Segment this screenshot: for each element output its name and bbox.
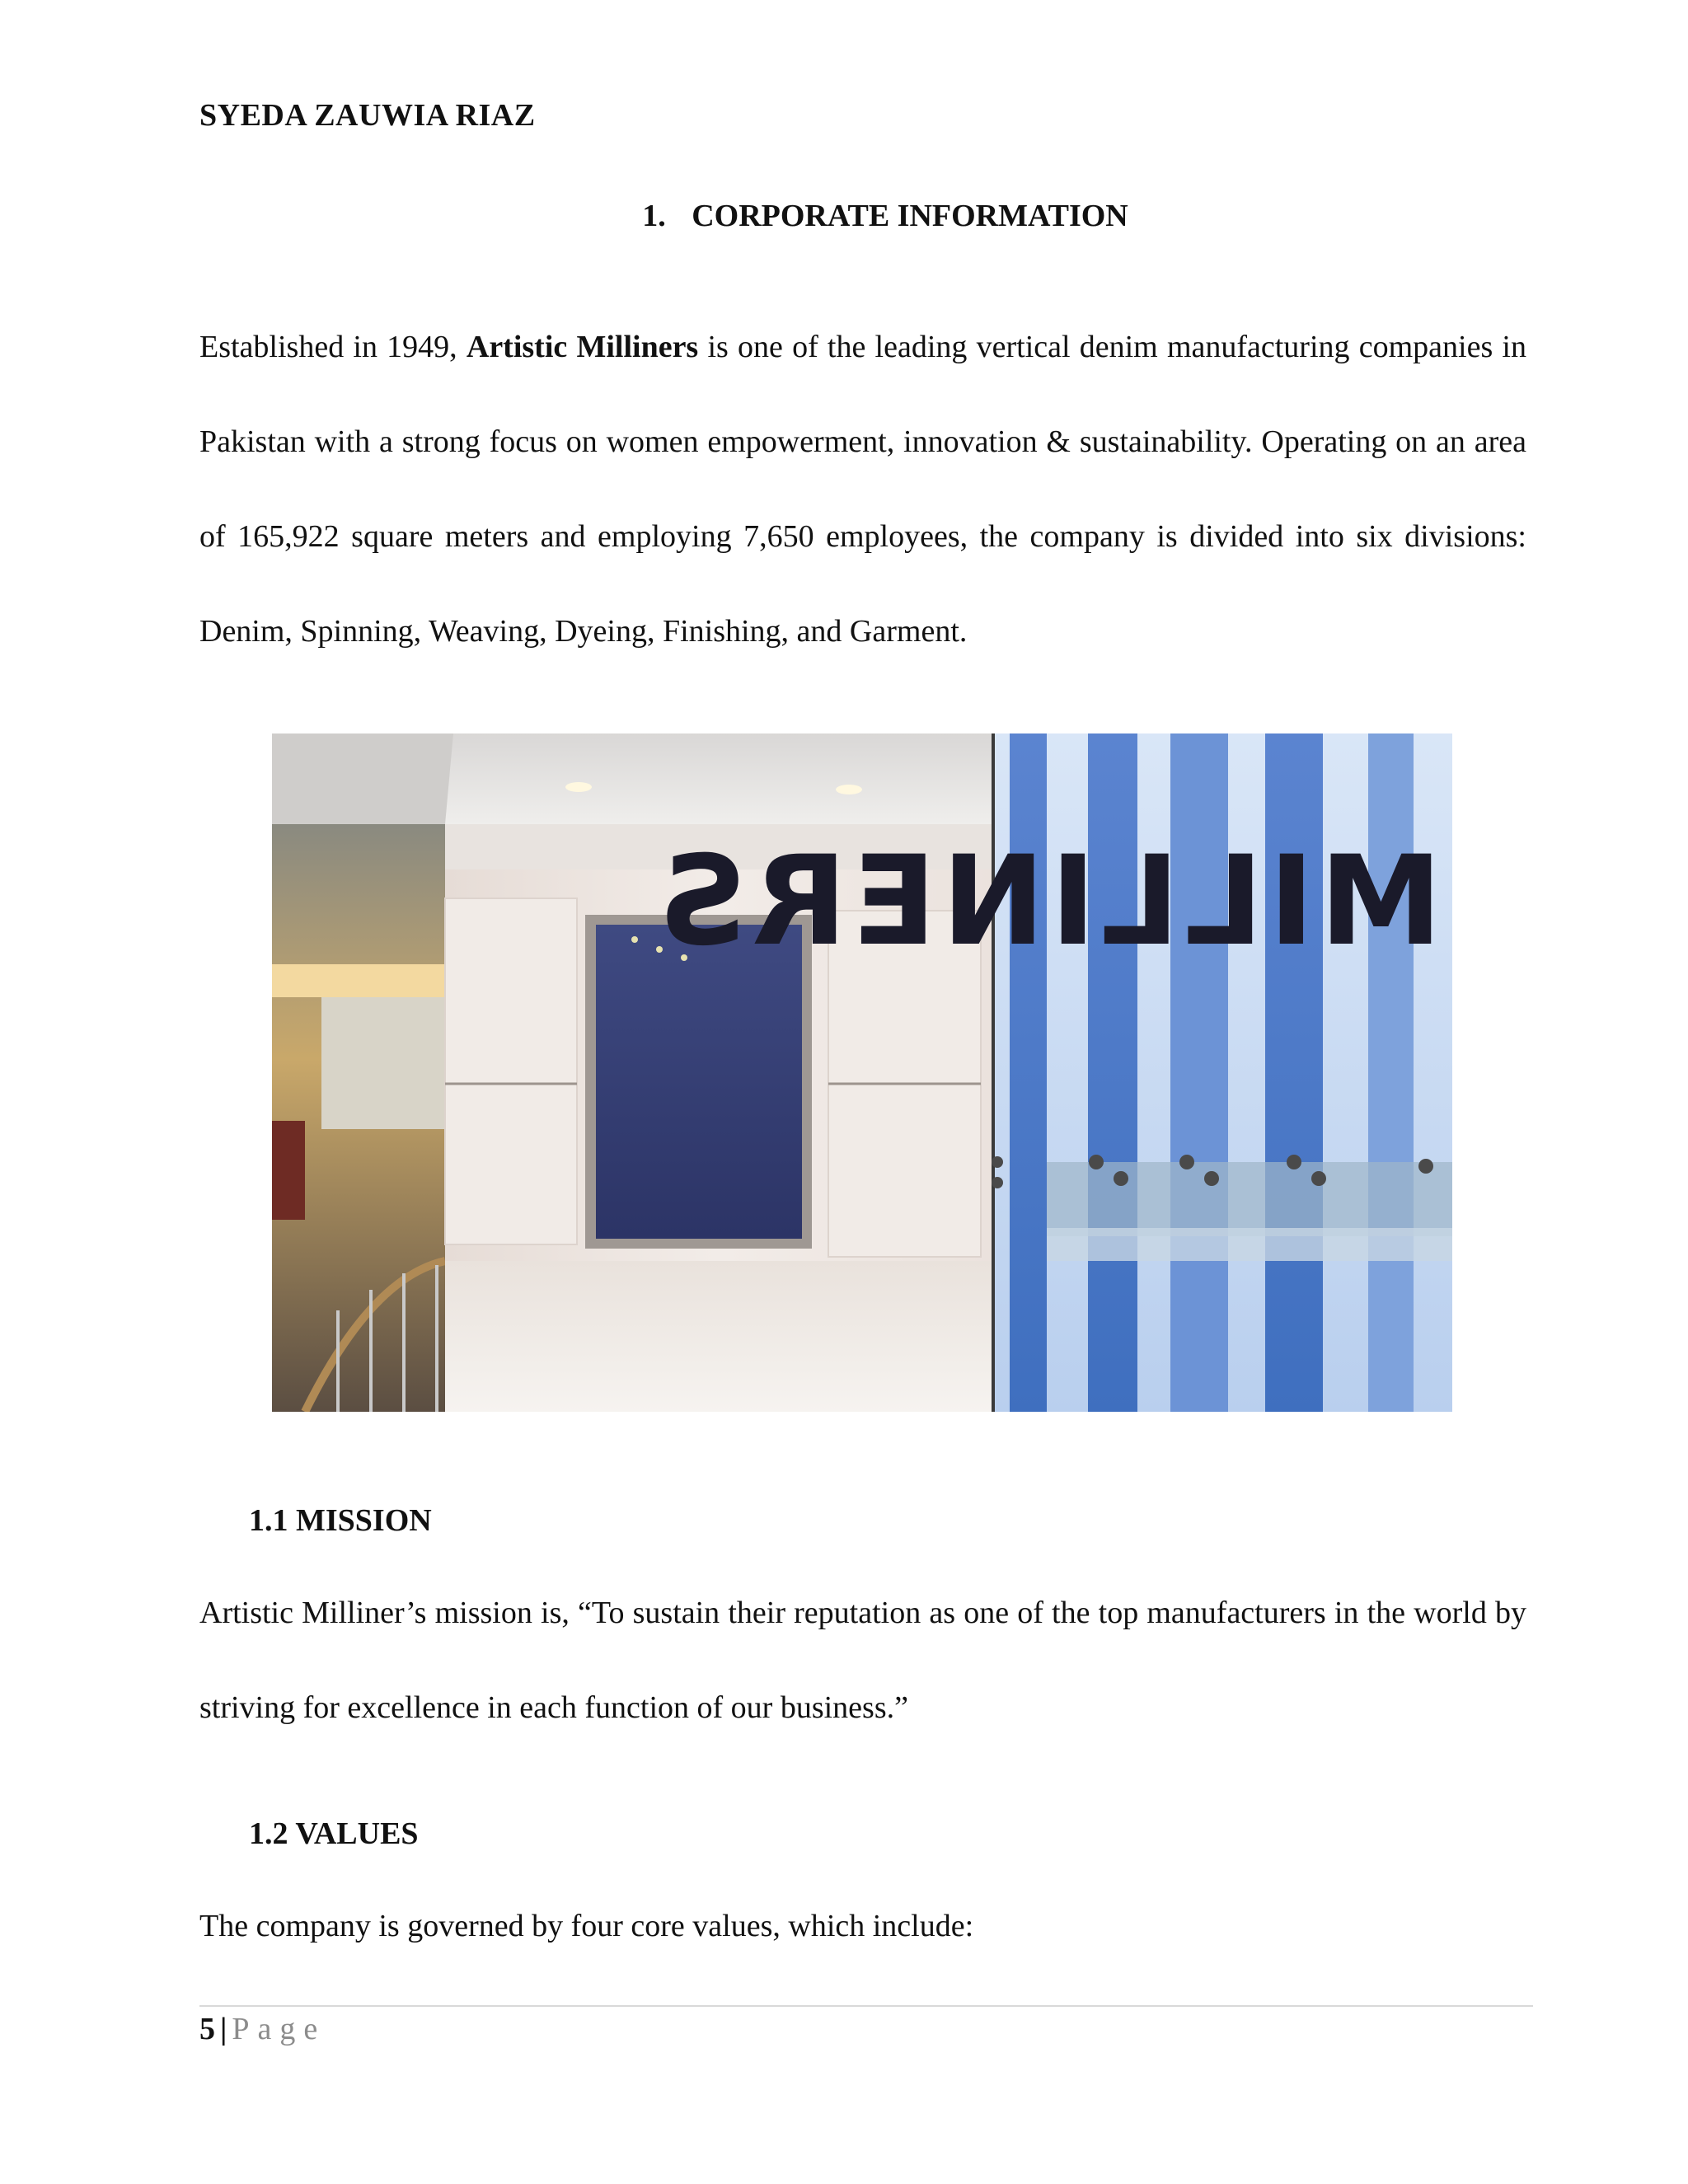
company-intro-paragraph bbox=[199, 300, 1526, 679]
values-heading: 1.2 VALUES bbox=[249, 1816, 419, 1851]
sign-text: MILLINERS bbox=[653, 830, 1442, 973]
mission-paragraph: Artistic Milliner’s mission is, “To sustain their reputation as one of the top manufacturers in the world by striving for excellence in each function of our business.” bbox=[199, 1596, 1526, 1725]
page-number: 5 bbox=[199, 2012, 215, 2046]
author-name: SYEDA ZAUWIA RIAZ bbox=[199, 98, 536, 133]
section-number: 1. bbox=[642, 199, 666, 233]
mission-heading: 1.1 MISSION bbox=[249, 1503, 432, 1538]
values-paragraph: The company is governed by four core values, which include: bbox=[199, 1909, 974, 1943]
intro-rest: is one of the leading vertical denim manufacturing companies in Pakistan with a strong focus on women empowerment, innovation & sustainability. Operating on an area of 165,922 square meters and employing 7,650 employees, the company is divided into six divisions: Denim, Spinning, Weaving, Dyeing, Finishing, and Garment. bbox=[199, 330, 1526, 649]
footer-separator: | bbox=[220, 2012, 227, 2046]
office-photo bbox=[272, 733, 1452, 1412]
section-title: CORPORATE INFORMATION bbox=[692, 199, 1128, 233]
page-label: Page bbox=[232, 2012, 326, 2046]
company-name: Artistic Milliners bbox=[466, 330, 699, 364]
intro-prefix: Established in 1949, bbox=[199, 330, 467, 364]
section-heading bbox=[0, 198, 1688, 234]
page-footer bbox=[199, 2011, 326, 2047]
footer-divider bbox=[199, 2005, 1533, 2007]
